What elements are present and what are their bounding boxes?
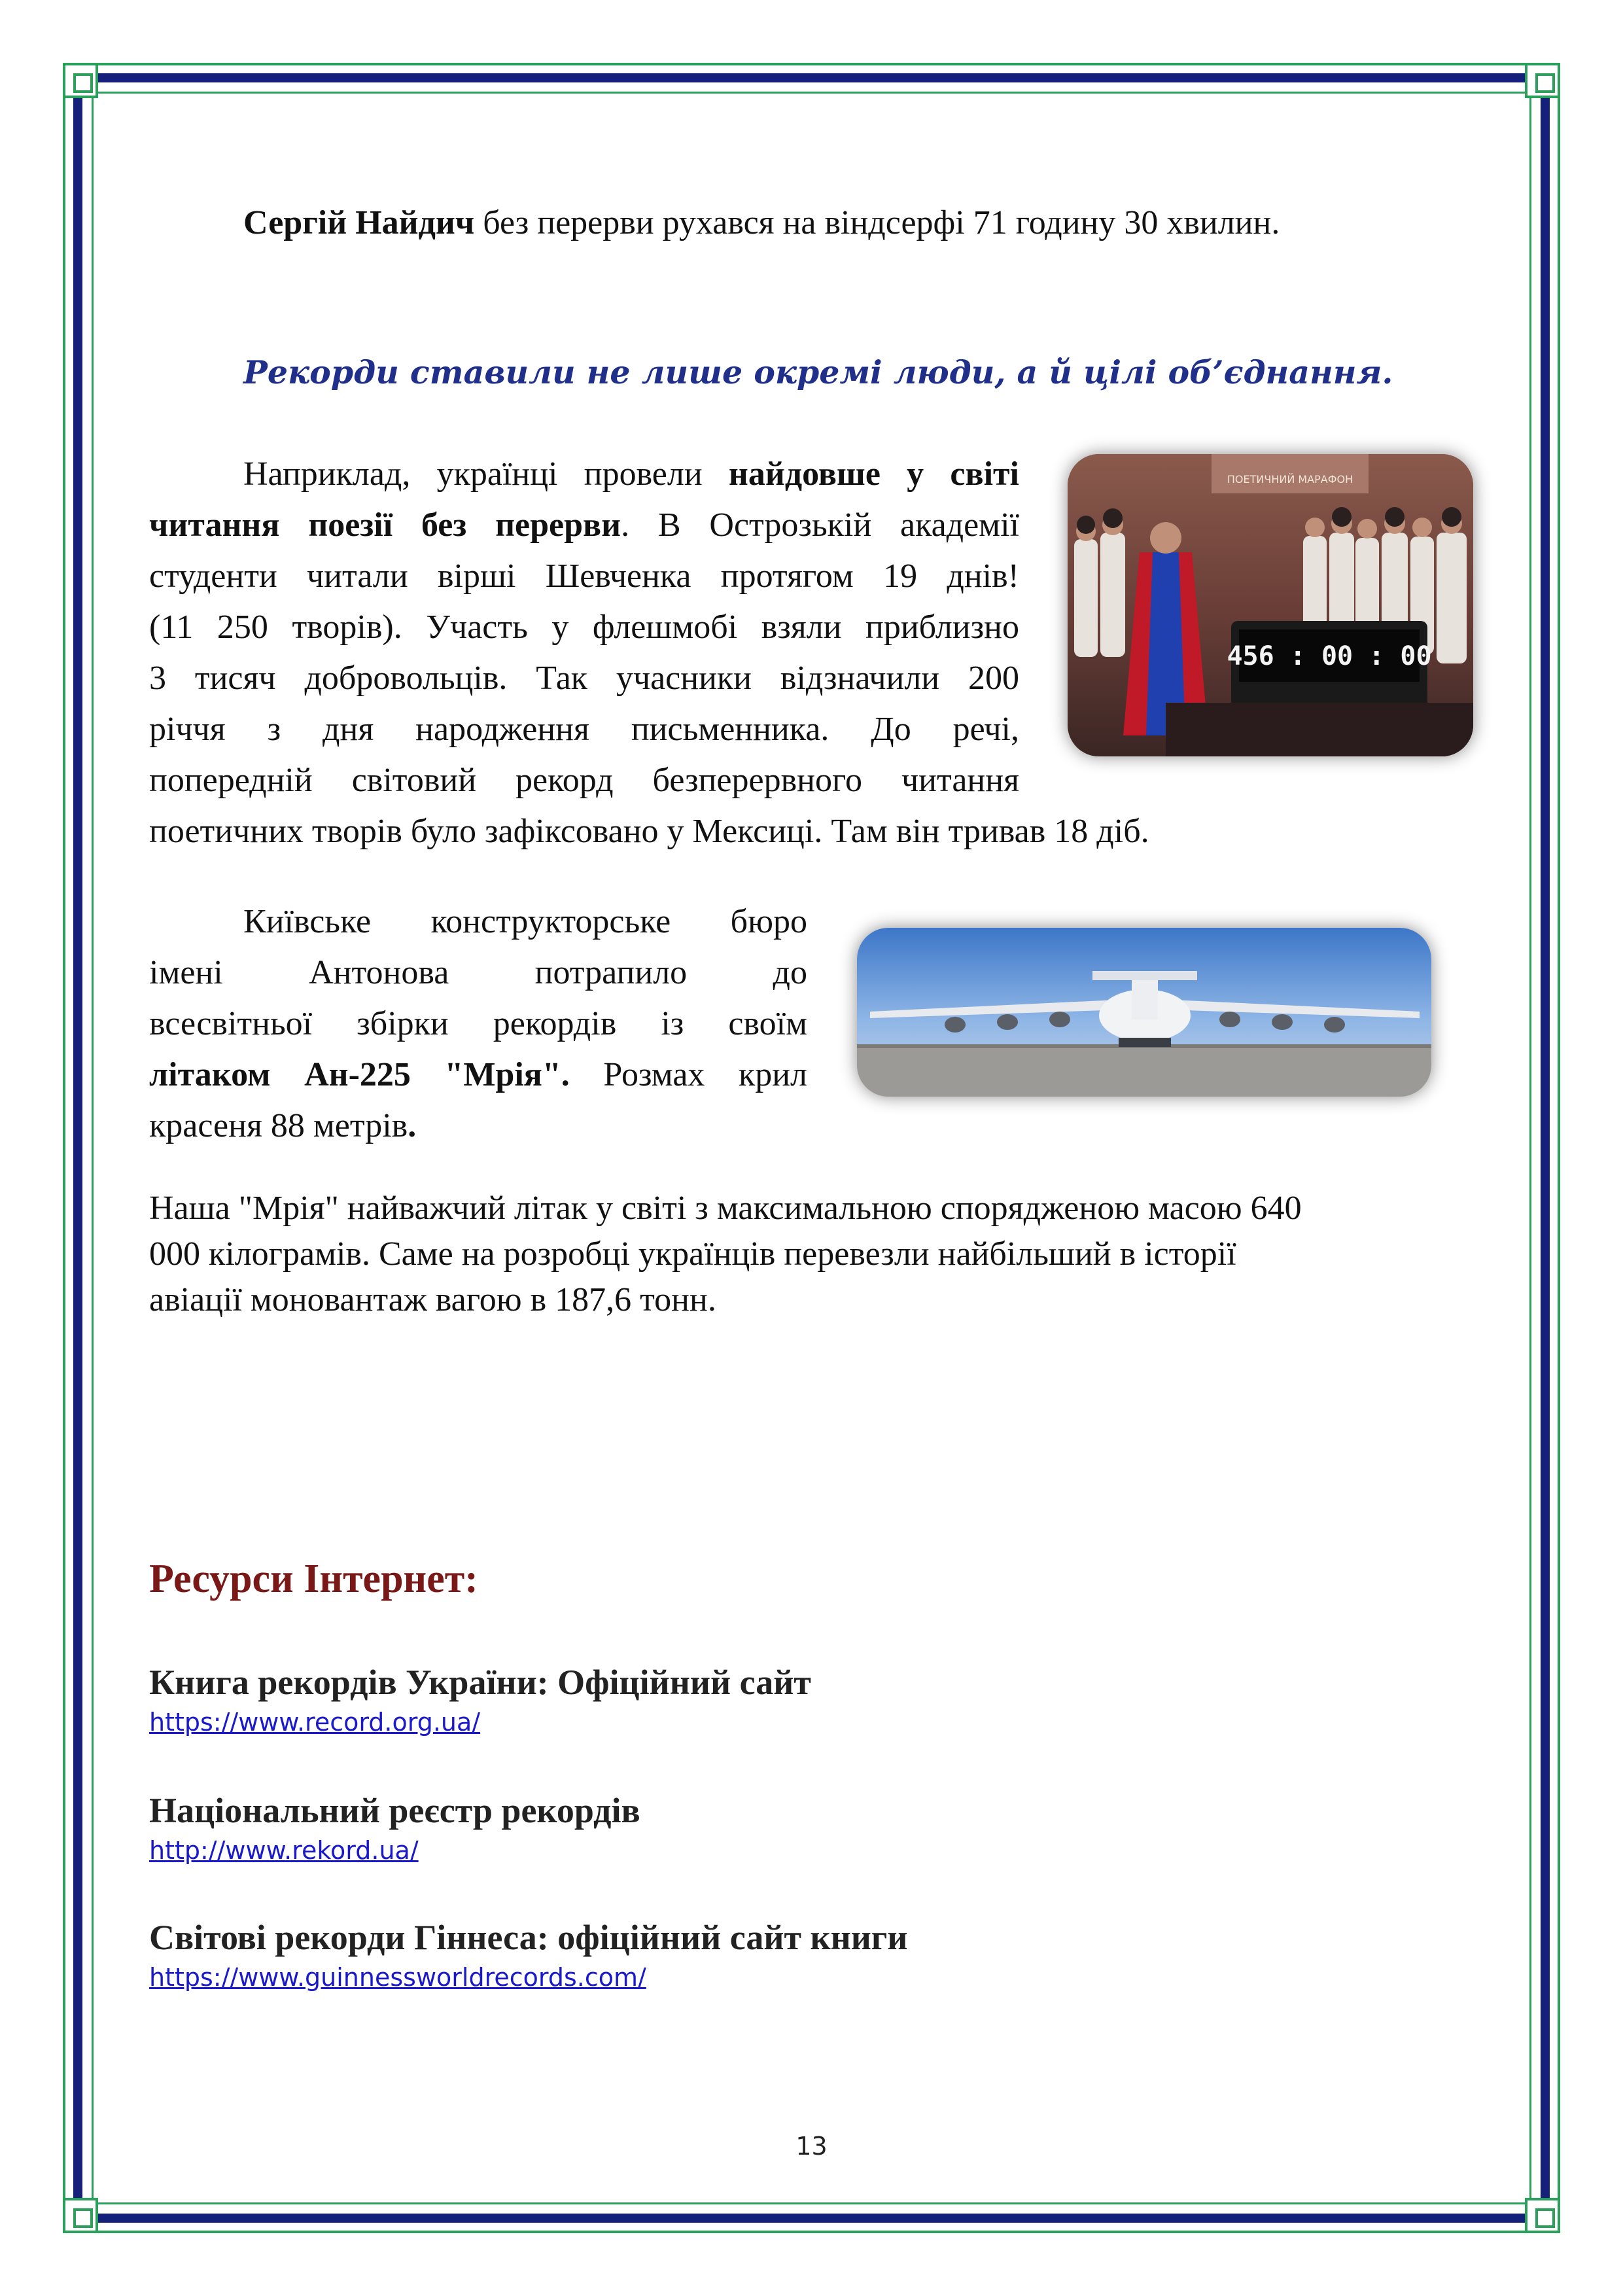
text-line: річчя з дня народження письменника. До речі,	[149, 711, 1019, 748]
corner-ornament	[1525, 63, 1560, 98]
banner-text: ПОЕТИЧНИЙ МАРАФОН	[1227, 473, 1353, 486]
text-line: літаком Ан-225 "Мрія". Розмах крил	[149, 1056, 807, 1093]
page-number: 13	[795, 2132, 828, 2161]
resource-name: Книга рекордів України: Офіційний сайт	[149, 1663, 811, 1702]
paragraph-naydych	[243, 198, 1280, 249]
corner-ornament	[1525, 2198, 1560, 2233]
text-line: авіації моновантаж вагою в 187,6 тонн.	[149, 1281, 716, 1318]
text-line: 3 тисяч добровольців. Так учасники відзначили 200	[149, 660, 1019, 697]
resource-link[interactable]: http://www.rekord.ua/	[149, 1836, 419, 1865]
text-line: (11 250 творів). Участь у флешмобі взяли приблизно	[149, 609, 1019, 646]
text-line: Наша "Мрія" найважчий літак у світі з максимальною спорядженою масою 640	[149, 1190, 1302, 1227]
text-line: красеня 88 метрів.	[149, 1107, 417, 1144]
paragraph-text: без перерви рухався на віндсерфі 71 годину 30 хвилин.	[474, 204, 1280, 241]
poetry-marathon-photo	[1068, 454, 1473, 756]
text-line: Київське конструкторське бюро	[243, 903, 807, 940]
paragraph-antonov	[149, 896, 807, 1152]
paragraph-mriya	[149, 1186, 1457, 1323]
resource-name: Світові рекорди Гіннеса: офіційний сайт книги	[149, 1918, 908, 1957]
resources-title: Ресурси Інтернет:	[149, 1557, 478, 1601]
name-bold: Сергій Найдич	[243, 204, 475, 241]
corner-ornament	[63, 63, 98, 98]
paragraph-poetry-record	[149, 449, 1019, 806]
text-line: попередній світовий рекорд безперервного читання	[149, 762, 1019, 799]
resource-name: Національний реєстр рекордів	[149, 1791, 640, 1830]
text-line: всесвітньої збірки рекордів із своїм	[149, 1005, 807, 1042]
text-line: студенти читали вірші Шевченка протягом 19 днів!	[149, 557, 1019, 595]
text-line: Наприклад, українці провели найдовше у світі	[243, 455, 1020, 493]
resource-link[interactable]: https://www.record.org.ua/	[149, 1708, 481, 1737]
text-line: читання поезії без перерви. В Острозькій академії	[149, 506, 1019, 544]
text-line: 000 кілограмів. Саме на розробці українців перевезли найбільший в історії	[149, 1235, 1236, 1273]
section-heading: Рекорди ставили не лише окремі люди, а й цілі об’єднання.	[243, 353, 1393, 391]
resource-link[interactable]: https://www.guinnessworldrecords.com/	[149, 1963, 646, 1992]
corner-ornament	[63, 2198, 98, 2233]
text-line: імені Антонова потрапило до	[149, 954, 807, 991]
clock-display: 456 : 00 : 00	[1227, 641, 1432, 671]
an-225-plane-photo	[857, 928, 1431, 1097]
text-line: поетичних творів було зафіксовано у Мексиці. Там він тривав 18 діб.	[149, 813, 1149, 850]
